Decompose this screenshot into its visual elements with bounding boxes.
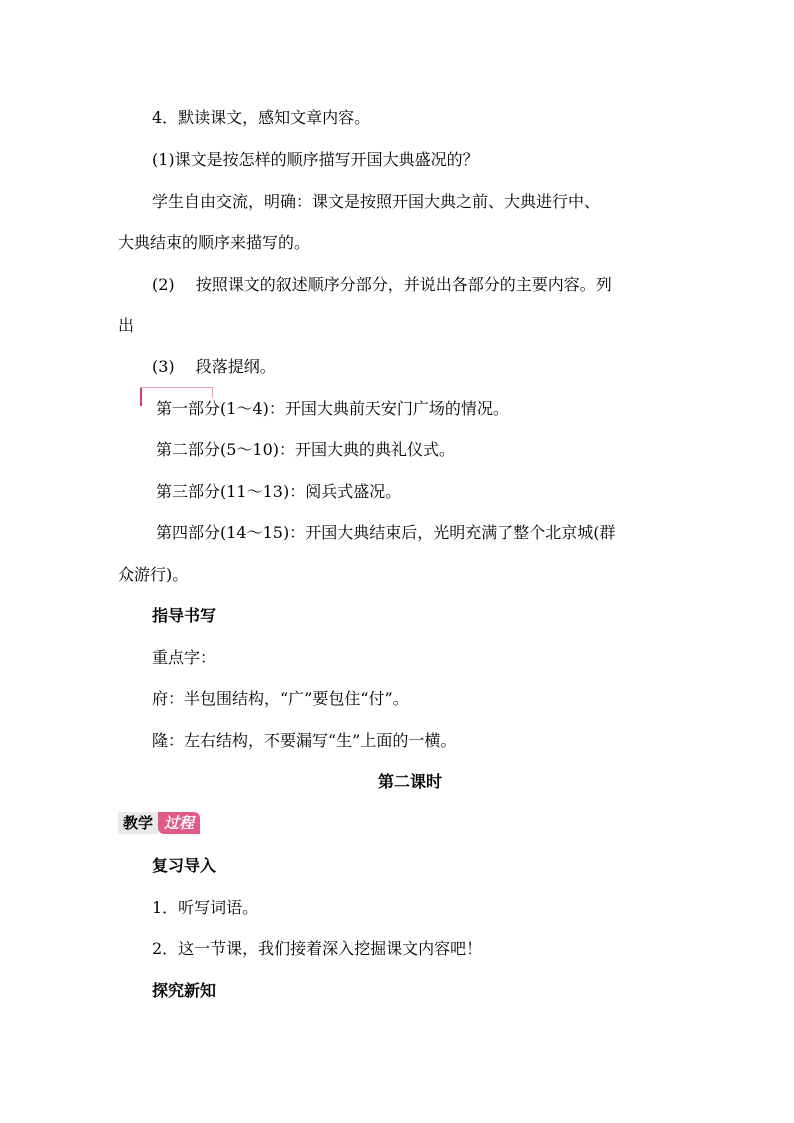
review-step-1: 1．听写词语。 (152, 898, 259, 917)
badge-label-left: 教学 (118, 812, 158, 834)
lesson-title: 第二课时 (378, 772, 443, 791)
caption-frame-top (140, 387, 214, 388)
outline-part-4-cont: 众游行)。 (118, 565, 189, 584)
char-note-long: 隆：左右结构，不要漏写“生”上面的一横。 (152, 731, 457, 750)
review-step-2: 2．这一节课，我们接着深入挖掘课文内容吧！ (152, 939, 483, 958)
step-4: 4．默读课文，感知文章内容。 (152, 108, 371, 127)
outline-part-2: 第二部分(5～10)：开国大典的典礼仪式。 (156, 440, 456, 459)
teaching-process-badge (118, 812, 200, 834)
answer-1-line2: 大典结束的顺序来描写的。 (118, 233, 311, 252)
caption-frame-right (212, 388, 213, 398)
section-heading-explore: 探究新知 (152, 981, 217, 1000)
outline-part-3: 第三部分(11～13)：阅兵式盛况。 (156, 482, 402, 501)
question-1: (1)课文是按怎样的顺序描写开国大典盛况的？ (152, 150, 479, 169)
section-heading-review: 复习导入 (152, 856, 217, 875)
outline-part-1: 第一部分(1～4)：开国大典前天安门广场的情况。 (156, 399, 509, 418)
key-chars-label: 重点字： (152, 648, 217, 667)
section-heading-writing: 指导书写 (152, 606, 217, 625)
answer-1-line1: 学生自由交流，明确：课文是按照开国大典之前、大典进行中、 (152, 192, 601, 211)
char-note-fu: 府：半包围结构，“广”要包住“付”。 (152, 689, 409, 708)
caption-frame-left (140, 388, 142, 406)
outline-part-4: 第四部分(14～15)：开国大典结束后，光明充满了整个北京城(群 (156, 523, 616, 542)
badge-label-right: 过程 (158, 812, 200, 834)
question-2-cont: 出 (118, 316, 135, 335)
question-3: (3) 段落提纲。 (152, 357, 276, 376)
question-2: (2) 按照课文的叙述顺序分部分，并说出各部分的主要内容。列 (152, 275, 612, 294)
